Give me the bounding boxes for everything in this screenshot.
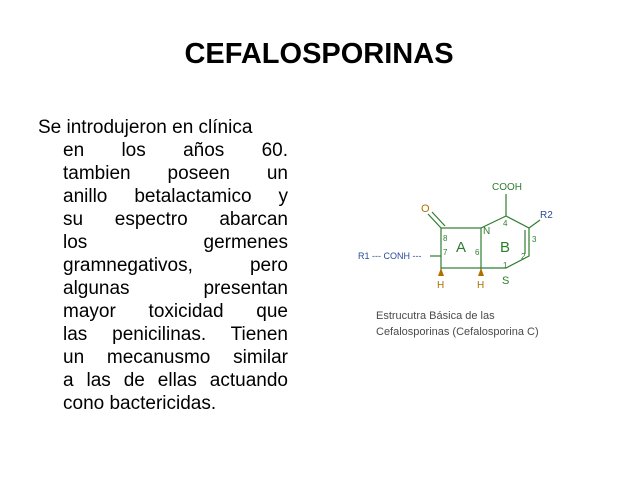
text-line: gramnegativos, pero [63,255,288,276]
text-line: anillo betalactamico y [63,186,288,207]
text-line: mayor toxicidad que [63,301,288,322]
figure-caption [376,308,539,340]
text-line: a las de ellas actuando [63,370,288,391]
r2-label: R2 [540,210,553,221]
sulfur-label: S [502,275,510,287]
text-line: en los años 60. [63,140,288,161]
slide-title: CEFALOSPORINAS [184,38,454,70]
position-3-label: 3 [532,235,537,244]
caption-line: Cefalosporinas (Cefalosporina C) [376,326,539,338]
ring-b-label: B [500,239,511,256]
position-2-label: 2 [521,252,526,261]
position-1-label: 1 [503,261,508,270]
hydrogen-label: H [437,280,445,291]
text-line: Se introdujeron en clínica [38,117,253,138]
body-paragraph [38,116,288,415]
nitrogen-label: N [483,226,491,237]
text-line: su espectro abarcan [63,209,288,230]
text-line: las penicilinas. Tienen [63,324,288,345]
caption-line: Estrucutra Básica de las [376,310,495,322]
text-line: cono bactericidas. [63,393,217,414]
position-8-label: 8 [443,234,448,243]
position-4-label: 4 [503,219,508,228]
cooh-label: COOH [492,182,522,193]
text-line: algunas presentan [63,278,288,299]
text-line: tambien poseen un [63,163,288,184]
text-line: los germenes [63,232,288,253]
ring-a-label: A [456,239,467,256]
text-line: un mecanusmo similar [63,347,288,368]
position-6-label: 6 [475,248,480,257]
position-7-label: 7 [443,248,448,257]
hydrogen-label: H [477,280,485,291]
r1-conh-label: R1 --- CONH --- [358,251,422,261]
oxygen-label: O [421,203,430,215]
